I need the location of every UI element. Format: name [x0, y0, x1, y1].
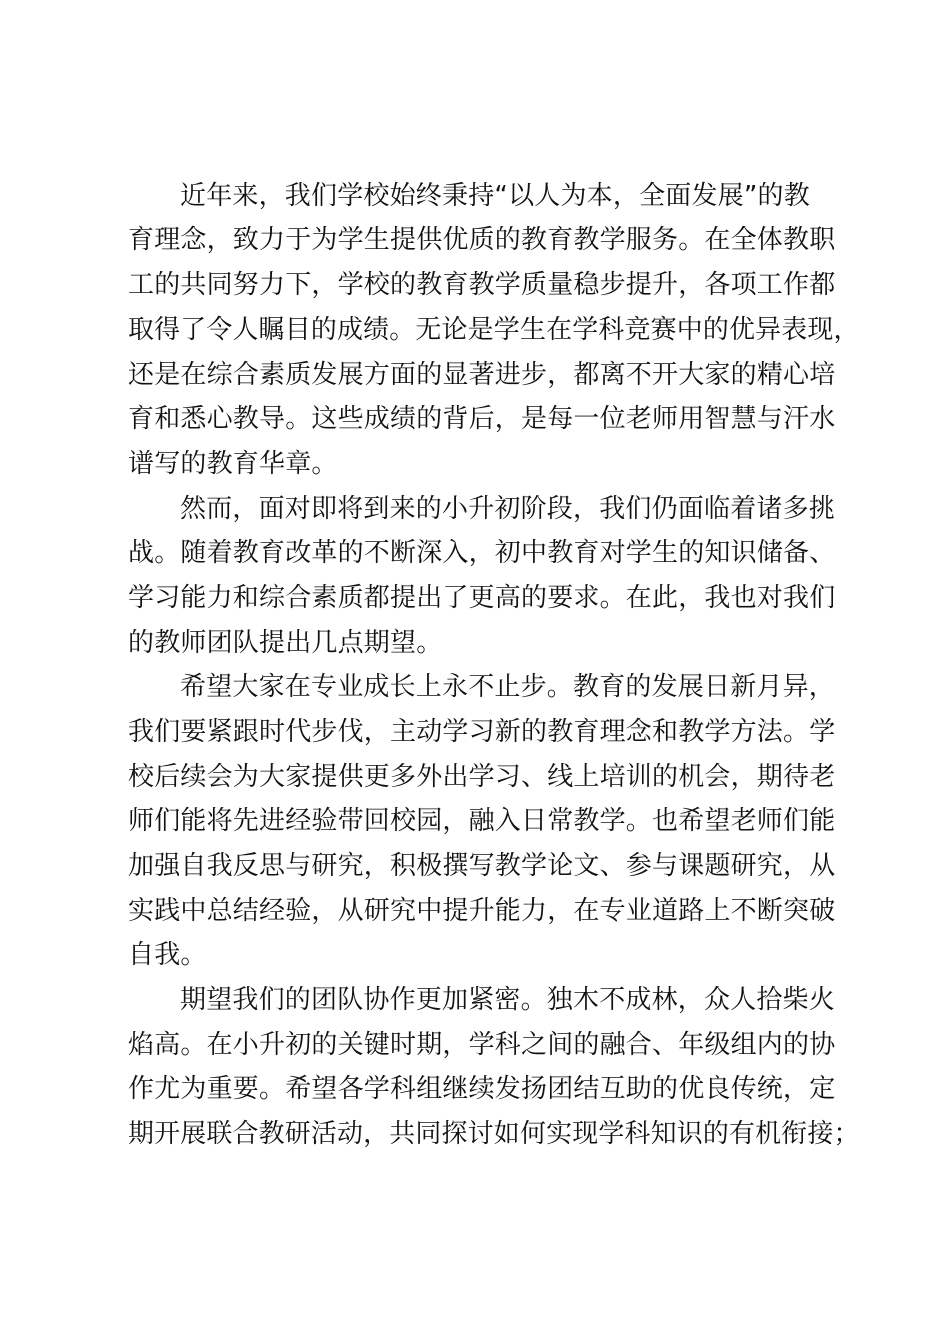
text-line: 希望大家在专业成长上永不止步。教育的发展日新月异，: [180, 672, 836, 702]
text-line: 作尤为重要。希望各学科组继续发扬团结互助的优良传统，定: [128, 1074, 836, 1104]
text-line: 实践中总结经验，从研究中提升能力，在专业道路上不断突破: [128, 896, 836, 926]
text-line: 育理念，致力于为学生提供优质的教育教学服务。在全体教职: [128, 225, 836, 255]
text-line: 战。随着教育改革的不断深入，初中教育对学生的知识储备、: [128, 538, 836, 568]
text-line: 谱写的教育华章。: [128, 449, 338, 479]
text-line: 育和悉心教导。这些成绩的背后，是每一位老师用智慧与汗水: [128, 404, 836, 434]
text-line: 期望我们的团队协作更加紧密。独木不成林，众人拾柴火: [180, 985, 836, 1015]
text-line: 我们要紧跟时代步伐，主动学习新的教育理念和教学方法。学: [128, 717, 836, 747]
text-line: 学习能力和综合素质都提出了更高的要求。在此，我也对我们: [128, 583, 836, 613]
text-line: 工的共同努力下，学校的教育教学质量稳步提升，各项工作都: [128, 270, 836, 300]
text-line: 然而，面对即将到来的小升初阶段，我们仍面临着诸多挑: [180, 494, 836, 524]
text-line: 焰高。在小升初的关键时期，学科之间的融合、年级组内的协: [128, 1030, 836, 1060]
text-line: 师们能将先进经验带回校园，融入日常教学。也希望老师们能: [128, 806, 836, 836]
text-line: 取得了令人瞩目的成绩。无论是学生在学科竞赛中的优异表现，: [128, 315, 860, 345]
text-line: 自我。: [128, 940, 207, 970]
text-line: 的教师团队提出几点期望。: [128, 628, 443, 658]
text-line: 校后续会为大家提供更多外出学习、线上培训的机会，期待老: [128, 762, 836, 792]
text-line: 还是在综合素质发展方面的显著进步，都离不开大家的精心培: [128, 360, 836, 390]
text-line: 期开展联合教研活动，共同探讨如何实现学科知识的有机衔接；: [128, 1119, 860, 1149]
text-line: 加强自我反思与研究，积极撰写教学论文、参与课题研究，从: [128, 851, 836, 881]
text-line: 近年来，我们学校始终秉持“以人为本，全面发展”的教: [180, 181, 810, 211]
